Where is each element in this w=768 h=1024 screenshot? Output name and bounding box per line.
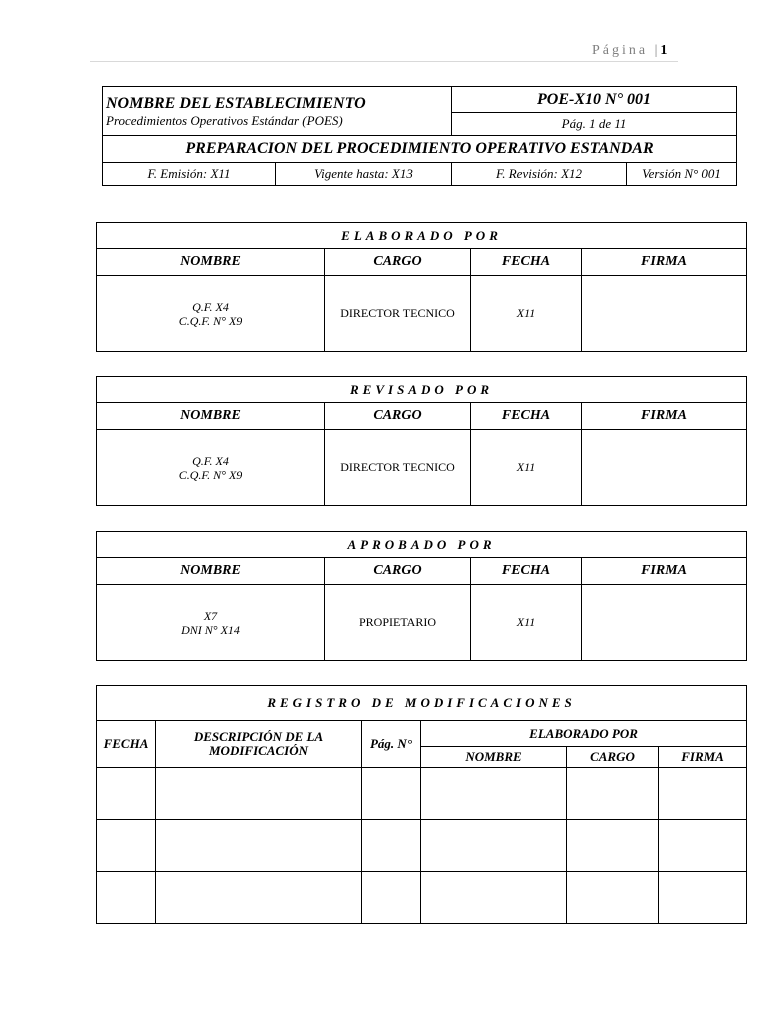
empty-cell[interactable] xyxy=(567,820,659,872)
col-nombre: NOMBRE xyxy=(97,558,325,585)
aprobado-table xyxy=(96,531,747,661)
document-header-table xyxy=(102,86,737,186)
empty-cell[interactable] xyxy=(156,768,362,820)
header-rule xyxy=(90,61,678,62)
elaborado-name2: C.Q.F. N° X9 xyxy=(178,313,243,328)
elaborado-table xyxy=(96,222,747,352)
table-row xyxy=(97,768,747,820)
revision-date: F. Revisión: X12 xyxy=(452,163,627,186)
empty-cell[interactable] xyxy=(97,872,156,924)
empty-cell[interactable] xyxy=(421,820,567,872)
aprobado-title: APROBADO POR xyxy=(97,532,747,558)
elaborado-firma[interactable] xyxy=(582,276,747,352)
version-number: Versión N° 001 xyxy=(627,163,737,186)
page-number: 1 xyxy=(660,43,668,58)
empty-cell[interactable] xyxy=(97,768,156,820)
emission-date: F. Emisión: X11 xyxy=(103,163,276,186)
registro-col-elaborado: ELABORADO POR xyxy=(421,721,747,747)
registro-col-descripcion: DESCRIPCIÓN DE LA MODIFICACIÓN xyxy=(156,721,362,768)
elaborado-title: ELABORADO POR xyxy=(97,223,747,249)
empty-cell[interactable] xyxy=(362,768,421,820)
registro-col-nombre: NOMBRE xyxy=(421,747,567,768)
col-fecha: FECHA xyxy=(471,249,582,276)
col-cargo: CARGO xyxy=(325,558,471,585)
registro-col-firma: FIRMA xyxy=(659,747,747,768)
registro-table xyxy=(96,685,747,924)
empty-cell[interactable] xyxy=(156,820,362,872)
col-firma: FIRMA xyxy=(582,558,747,585)
revisado-nombre xyxy=(97,430,325,506)
valid-until: Vigente hasta: X13 xyxy=(276,163,452,186)
elaborado-fecha: X11 xyxy=(471,276,582,352)
table-row xyxy=(97,820,747,872)
document-code: POE-X10 N° 001 xyxy=(452,87,737,113)
col-cargo: CARGO xyxy=(325,403,471,430)
registro-title: REGISTRO DE MODIFICACIONES xyxy=(97,686,747,721)
establishment-subtitle: Procedimientos Operativos Estándar (POES) xyxy=(106,112,343,128)
establishment-cell xyxy=(103,87,452,136)
establishment-name: NOMBRE DEL ESTABLECIMIENTO xyxy=(106,94,366,112)
col-fecha: FECHA xyxy=(471,403,582,430)
empty-cell[interactable] xyxy=(421,768,567,820)
empty-cell[interactable] xyxy=(567,768,659,820)
revisado-cargo: DIRECTOR TECNICO xyxy=(325,430,471,506)
revisado-firma[interactable] xyxy=(582,430,747,506)
empty-cell[interactable] xyxy=(659,768,747,820)
revisado-title: REVISADO POR xyxy=(97,377,747,403)
page-number-label: Página |1 xyxy=(592,43,668,58)
col-firma: FIRMA xyxy=(582,249,747,276)
empty-cell[interactable] xyxy=(421,872,567,924)
empty-cell[interactable] xyxy=(156,872,362,924)
col-firma: FIRMA xyxy=(582,403,747,430)
aprobado-name2: DNI N° X14 xyxy=(181,622,240,637)
empty-cell[interactable] xyxy=(362,820,421,872)
revisado-table xyxy=(96,376,747,506)
empty-cell[interactable] xyxy=(362,872,421,924)
revisado-name2: C.Q.F. N° X9 xyxy=(178,467,243,482)
aprobado-cargo: PROPIETARIO xyxy=(325,585,471,661)
aprobado-name1: X7 xyxy=(203,608,218,623)
revisado-name1: Q.F. X4 xyxy=(192,453,229,468)
elaborado-nombre xyxy=(97,276,325,352)
page-label: Página xyxy=(592,43,649,58)
registro-col-pag: Pág. N° xyxy=(362,721,421,768)
registro-col-fecha: FECHA xyxy=(97,721,156,768)
elaborado-name1: Q.F. X4 xyxy=(192,299,229,314)
table-row xyxy=(97,872,747,924)
empty-cell[interactable] xyxy=(567,872,659,924)
document-title: PREPARACION DEL PROCEDIMIENTO OPERATIVO ESTANDAR xyxy=(103,136,737,163)
col-fecha: FECHA xyxy=(471,558,582,585)
aprobado-fecha: X11 xyxy=(471,585,582,661)
col-nombre: NOMBRE xyxy=(97,403,325,430)
col-nombre: NOMBRE xyxy=(97,249,325,276)
elaborado-cargo: DIRECTOR TECNICO xyxy=(325,276,471,352)
aprobado-nombre xyxy=(97,585,325,661)
revisado-fecha: X11 xyxy=(471,430,582,506)
aprobado-firma[interactable] xyxy=(582,585,747,661)
empty-cell[interactable] xyxy=(97,820,156,872)
empty-cell[interactable] xyxy=(659,872,747,924)
registro-col-cargo: CARGO xyxy=(567,747,659,768)
page-count: Pág. 1 de 11 xyxy=(452,113,737,136)
empty-cell[interactable] xyxy=(659,820,747,872)
col-cargo: CARGO xyxy=(325,249,471,276)
